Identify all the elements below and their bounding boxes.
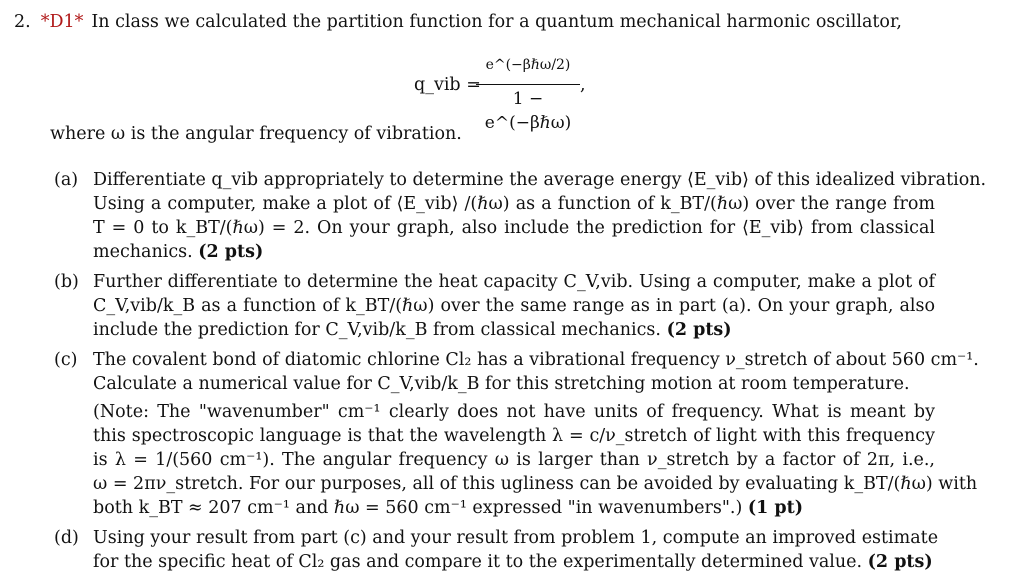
- part-b-text: [93, 270, 935, 342]
- part-d-line: for the specific heat of Cl₂ gas and compare it to the experimentally determined value.: [93, 552, 863, 572]
- part-d-line-last: [93, 550, 935, 574]
- problem-intro: In class we calculated the partition function for a quantum mechanical harmonic oscillator,: [91, 12, 902, 32]
- part-b-label: (b): [54, 272, 79, 292]
- part-c-line: ω = 2πν_stretch. For our purposes, all of this ugliness can be avoided by evaluating k_BT/(ℏω) with: [93, 474, 978, 494]
- part-b-points: (2 pts): [666, 320, 732, 340]
- fraction-bar: [476, 84, 580, 85]
- part-a-line: Using a computer, make a plot of ⟨E_vib⟩ /(ℏω) as a function of k_BT/(ℏω) over the range from: [93, 194, 935, 214]
- part-a-line-last: [93, 240, 935, 264]
- part-c-label: (c): [54, 350, 78, 370]
- problem-tag: *D1*: [40, 12, 84, 32]
- part-d-line: Using your result from part (c) and your result from problem 1, compute an improved estimate: [93, 528, 939, 548]
- part-a-label: (a): [54, 170, 79, 190]
- part-d-text: [93, 526, 939, 574]
- equation-denominator: 1 − e^(−βℏω): [484, 89, 572, 133]
- part-b-line-last: [93, 318, 935, 342]
- equation-fraction: [476, 56, 580, 133]
- part-c-text: [93, 348, 979, 520]
- equation-lhs: q_vib =: [414, 75, 481, 95]
- part-a-text: [93, 168, 987, 264]
- part-c-line: The covalent bond of diatomic chlorine Cl₂ has a vibrational frequency ν_stretch of about 560 cm⁻¹.: [93, 350, 979, 370]
- part-c-line: both k_BT ≈ 207 cm⁻¹ and ℏω = 560 cm⁻¹ expressed "in wavenumbers".): [93, 498, 743, 518]
- part-a-line: Differentiate q_vib appropriately to determine the average energy ⟨E_vib⟩ of this idealized vibration.: [93, 170, 987, 190]
- part-c-line: (Note: The "wavenumber" cm⁻¹ clearly does not have units of frequency. What is meant by: [93, 402, 935, 422]
- where-clause: where ω is the angular frequency of vibration.: [50, 124, 462, 144]
- part-c-line: this spectroscopic language is that the wavelength λ = c/ν_stretch of light with this frequency: [93, 426, 935, 446]
- part-c-line: Calculate a numerical value for C_V,vib/k_B for this stretching motion at room temperature.: [93, 374, 910, 394]
- part-b-line: C_V,vib/k_B as a function of k_BT/(ℏω) over the same range as in part (a). On your graph, also: [93, 296, 935, 316]
- part-a-points: (2 pts): [198, 242, 264, 262]
- problem-heading: [14, 10, 902, 34]
- part-c-points: (1 pt): [747, 498, 804, 518]
- part-c-line: is λ = 1/(560 cm⁻¹). The angular frequency ω is larger than ν_stretch by a factor of 2π, i.e.,: [93, 450, 935, 470]
- equation-numerator: e^(−βℏω/2): [485, 57, 571, 73]
- part-b-line: include the prediction for C_V,vib/k_B from classical mechanics.: [93, 320, 661, 340]
- part-a-line: mechanics.: [93, 242, 193, 262]
- part-d-label: (d): [54, 528, 79, 548]
- problem-number: 2.: [14, 12, 31, 32]
- part-a-line: T = 0 to k_BT/(ℏω) = 2. On your graph, also include the prediction for ⟨E_vib⟩ from classical: [93, 218, 935, 238]
- part-c-line-last: [93, 496, 935, 520]
- part-d-points: (2 pts): [867, 552, 933, 572]
- equation-trail: ,: [580, 75, 586, 95]
- part-b-line: Further differentiate to determine the heat capacity C_V,vib. Using a computer, make a plot of: [93, 272, 935, 292]
